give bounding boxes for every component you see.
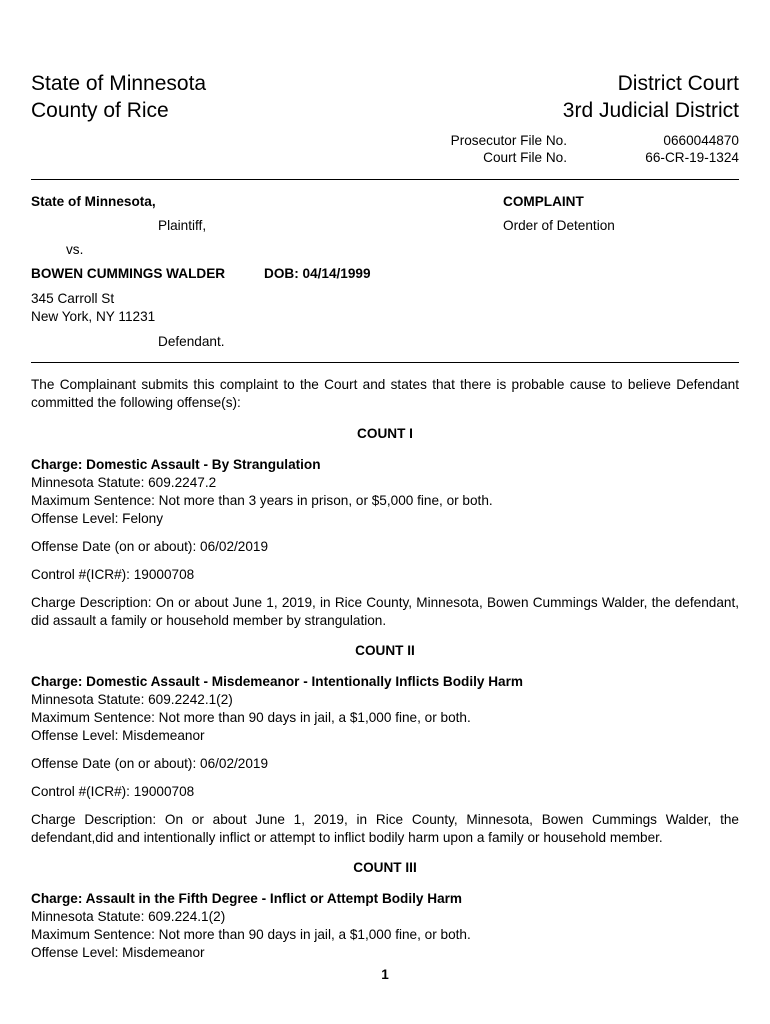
defendant-name: BOWEN CUMMINGS WALDER bbox=[31, 266, 226, 281]
defendant-address-line1: 345 Carroll St bbox=[31, 291, 115, 306]
document-title: COMPLAINT bbox=[503, 194, 584, 209]
offense-level: Offense Level: Misdemeanor bbox=[31, 945, 205, 960]
offense-date: Offense Date (on or about): 06/02/2019 bbox=[31, 756, 269, 771]
count-details bbox=[31, 673, 739, 745]
charge-description: Charge Description: On or about June 1, 2019, in Rice County, Minnesota, Bowen Cummings Walder, the defendant, did assault a family or household member by strangulation. bbox=[31, 595, 739, 628]
header-county: County of Rice bbox=[31, 99, 169, 122]
document-subtitle: Order of Detention bbox=[503, 218, 615, 233]
statute-line: Minnesota Statute: 609.2247.2 bbox=[31, 475, 217, 490]
defendant-address-line2: New York, NY 11231 bbox=[31, 309, 156, 324]
court-file-number: 66-CR-19-1324 bbox=[645, 150, 739, 165]
count-heading: COUNT II bbox=[355, 643, 415, 658]
count-heading: COUNT I bbox=[357, 426, 413, 441]
sentence-line: Maximum Sentence: Not more than 3 years in prison, or $5,000 fine, or both. bbox=[31, 493, 493, 508]
offense-level: Offense Level: Felony bbox=[31, 511, 163, 526]
intro-paragraph: The Complainant submits this complaint to the Court and states that there is probable cause to believe Defendant committed the following offense(s): bbox=[31, 377, 739, 410]
header-state: State of Minnesota bbox=[31, 72, 207, 95]
divider-bottom bbox=[31, 362, 739, 363]
page-number: 1 bbox=[381, 967, 389, 982]
statute-line: Minnesota Statute: 609.224.1(2) bbox=[31, 909, 226, 924]
charge-title: Charge: Domestic Assault - Misdemeanor - Intentionally Inflicts Bodily Harm bbox=[31, 674, 523, 689]
statute-line: Minnesota Statute: 609.2242.1(2) bbox=[31, 692, 233, 707]
versus-label: vs. bbox=[66, 242, 84, 257]
count-details bbox=[31, 456, 739, 528]
sentence-line: Maximum Sentence: Not more than 90 days in jail, a $1,000 fine, or both. bbox=[31, 927, 471, 942]
court-file-label: Court File No. bbox=[483, 150, 567, 165]
count-heading: COUNT III bbox=[353, 860, 417, 875]
count-details bbox=[31, 890, 739, 962]
header-court: District Court bbox=[617, 72, 739, 95]
sentence-line: Maximum Sentence: Not more than 90 days in jail, a $1,000 fine, or both. bbox=[31, 710, 471, 725]
defendant-role: Defendant. bbox=[158, 334, 225, 349]
control-number: Control #(ICR#): 19000708 bbox=[31, 784, 195, 799]
prosecutor-file-number: 0660044870 bbox=[663, 133, 739, 148]
defendant-dob: DOB: 04/14/1999 bbox=[264, 266, 371, 281]
charge-description: Charge Description: On or about June 1, 2019, in Rice County, Minnesota, Bowen Cummings Walder, the defendant,did and intentionally inflict or attempt to inflict bodily harm upon a family or household member. bbox=[31, 812, 739, 845]
offense-date: Offense Date (on or about): 06/02/2019 bbox=[31, 539, 269, 554]
charge-title: Charge: Assault in the Fifth Degree - Inflict or Attempt Bodily Harm bbox=[31, 891, 463, 906]
control-number: Control #(ICR#): 19000708 bbox=[31, 567, 195, 582]
plaintiff-role: Plaintiff, bbox=[158, 218, 207, 233]
charge-title: Charge: Domestic Assault - By Strangulation bbox=[31, 457, 321, 472]
offense-level: Offense Level: Misdemeanor bbox=[31, 728, 205, 743]
plaintiff-name: State of Minnesota, bbox=[31, 194, 156, 209]
header-district: 3rd Judicial District bbox=[562, 99, 739, 122]
prosecutor-file-label: Prosecutor File No. bbox=[450, 133, 567, 148]
divider-top bbox=[31, 179, 739, 180]
